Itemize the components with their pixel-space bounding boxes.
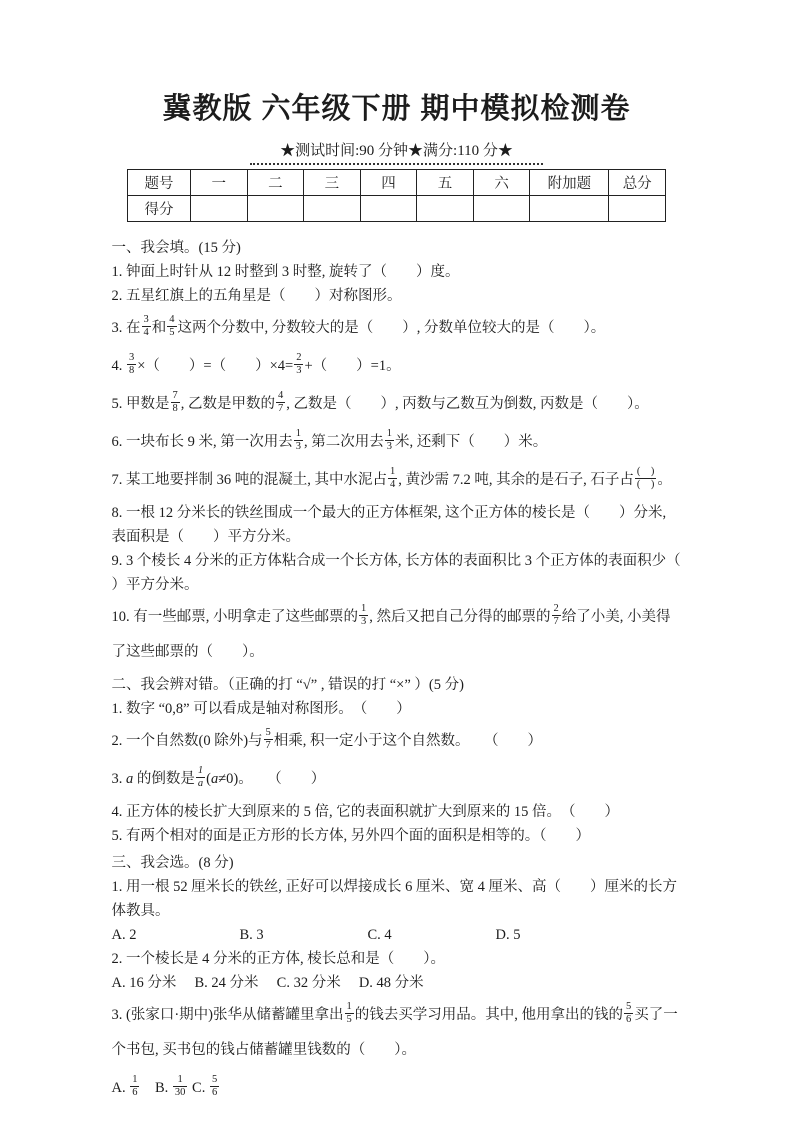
score-cell [417,196,474,222]
text-segment: , 黄沙需 7.2 吨, 其余的是石子, 石子占 [398,472,634,488]
question-line [112,260,682,284]
text-segment: ×（ ）=（ ）×4= [137,358,294,374]
question-line [112,600,682,670]
text-segment: C. [188,1080,209,1096]
score-table-header-cell: 总分 [609,170,666,196]
fraction: $\frac{5}{7}$ [265,727,271,752]
score-table-header-cell: 四 [360,170,417,196]
text-segment: 1. 数字 “0,8” 可以看成是轴对称图形。 （ ） [111,701,411,717]
text-segment: 给了小美, 小美得了这些邮票的（ ）。 [111,609,671,660]
fraction: $\frac{5}{6}$ [626,1001,632,1026]
score-cell [473,196,530,222]
fraction: $\frac{1}{5}$ [346,1001,352,1026]
fraction: $\frac{1}{3}$ [386,428,392,453]
score-table-header-cell: 附加题 [530,170,609,196]
text-segment: C. 4 [367,927,392,943]
text-segment: 10. 有一些邮票, 小明拿走了这些邮票的 [111,609,358,625]
text-segment: 买了一个书包, 买书包的钱占储蓄罐里钱数的（ ）。 [111,1007,678,1058]
fraction: $\frac{3}{4}$ [143,314,149,339]
fraction: $\frac{4}{7}$ [278,390,284,415]
fraction: $\frac{5}{6}$ [211,1074,218,1099]
text-segment: 4. [111,358,126,374]
section [112,673,682,848]
section-header: 一、我会填。(15 分) [111,240,241,256]
section-header: 二、我会辨对错。（正确的打 “√” , 错误的打 “×” ）(5 分) [111,677,464,693]
text-segment: 3. [111,771,126,787]
text-segment: a [126,771,134,787]
text-segment: D. 5 [495,927,521,943]
score-table-header-cell: 五 [417,170,474,196]
fraction: $\frac{1}{6}$ [132,1074,138,1099]
question-line [111,549,710,597]
text-segment: 的倒数是 [133,771,195,787]
text-segment: 9. 3 个棱长 4 分米的正方体粘合成一个长方体, 长方体的表面积比 3 个正方体的表面积少（ ）平方分米。 [111,553,710,593]
fraction: $\frac{( )}{( )}$ [636,466,655,491]
score-table-header-cell: 三 [304,170,361,196]
text-segment: 2. 一个棱长是 4 分米的正方体, 棱长总和是（ ）。 [111,951,445,967]
text-segment: a [210,771,219,787]
text-segment: 7. 某工地要拌制 36 吨的混凝土, 其中水泥占 [111,472,387,488]
question-line [112,387,682,422]
question-line [112,762,682,797]
question-line [112,284,682,308]
question-line [112,724,682,759]
question-line [112,697,682,721]
text-segment: 的钱去买学习用品。其中, 他用拿出的钱的 [354,1007,623,1023]
fraction: $\frac{2}{3}$ [296,352,302,377]
question-line [112,998,682,1068]
fraction: $\frac{4}{5}$ [169,314,175,339]
questions [111,236,710,1106]
section [111,236,710,670]
text-segment: 米, 还剩下（ ）米。 [395,434,548,450]
score-table-header-cell: 一 [191,170,248,196]
fraction: $\frac{1}{3}$ [361,603,367,628]
text-segment: 4. 正方体的棱长扩大到原来的 5 倍, 它的表面积就扩大到原来的 15 倍。 （ ） [111,804,619,820]
score-table-header-cell: 题号 [128,170,191,196]
question-line [112,971,682,995]
question-line [112,501,682,549]
text-segment: 5. 有两个相对的面是正方形的长方体, 另外四个面的面积是相等的。（ ） [111,828,590,844]
question-line [112,349,682,384]
score-table [127,169,666,222]
fraction: $\frac{7}{8}$ [172,390,178,415]
text-segment: 5. 甲数是 [111,396,170,412]
score-row-label: 得分 [128,196,191,222]
text-segment: , 然后又把自己分得的邮票的 [369,609,551,625]
score-cell [247,196,304,222]
text-segment: 8. 一根 12 分米长的铁丝围成一个最大的正方体框架, 这个正方体的棱长是（ ）分米, 表面积是（ ）平方分米。 [111,505,670,545]
score-cell [609,196,666,222]
score-table-score-row [128,196,666,222]
text-segment: ( [206,771,211,787]
question-line [112,923,682,947]
question-line [112,425,682,460]
text-segment: 相乘, 积一定小于这个自然数。 （ ） [273,733,543,749]
text-segment: 。 [657,472,672,488]
score-cell [360,196,417,222]
score-table-header-cell: 六 [473,170,530,196]
page-title: 冀教版 六年级下册 期中模拟检测卷 [162,93,631,125]
score-table-header-row [128,170,666,196]
fraction: $\frac{1}{30}$ [174,1074,186,1099]
score-cell [304,196,361,222]
text-segment: 3. (张家口·期中)张华从储蓄罐里拿出 [111,1007,344,1023]
exam-subtitle: ★测试时间:90 分钟★满分:110 分★ [250,139,543,165]
section-header: 三、我会选。(8 分) [111,855,234,871]
fraction: $\frac{1}{3}$ [295,428,301,453]
score-cell [191,196,248,222]
text-segment: ≠0)。 （ ） [218,771,326,787]
question-line [112,875,682,923]
text-segment: B. [140,1080,172,1096]
text-segment: 这两个分数中, 分数较大的是（ ）, 分数单位较大的是（ ）。 [177,320,606,336]
fraction: $\frac{3}{8}$ [129,352,135,377]
text-segment: 2. 一个自然数(0 除外)与 [111,733,263,749]
text-segment: 2. 五星红旗上的五角星是（ ）对称图形。 [111,288,402,304]
fraction: $\frac{1}{a}$ [197,765,204,790]
question-line [112,463,682,498]
text-segment: , 乙数是甲数的 [180,396,275,412]
text-segment: 和 [151,320,167,336]
score-table-header-cell: 二 [247,170,304,196]
question-line [112,311,682,346]
text-segment: A. 16 分米 B. 24 分米 C. 32 分米 D. 48 分米 [111,975,424,991]
text-segment: +（ ）=1。 [304,358,401,374]
text-segment: 3. 在 [111,320,141,336]
question-line [112,824,682,848]
text-segment: A. 2 [111,927,137,943]
text-segment: , 第二次用去 [304,434,384,450]
text-segment: 1. 钟面上时针从 12 时整到 3 时整, 旋转了（ ）度。 [111,264,460,280]
text-segment: A. [111,1080,130,1096]
section [112,851,682,1106]
question-line [112,947,682,971]
question-line [112,1071,682,1106]
text-segment: , 乙数是（ ）, 丙数与乙数互为倒数, 丙数是（ ）。 [286,396,649,412]
subtitle-wrap [0,139,793,165]
text-segment: 1. 用一根 52 厘米长的铁丝, 正好可以焊接成长 6 厘米、宽 4 厘米、高（ ）厘米的长方体教具。 [111,879,677,919]
text-segment: 6. 一块布长 9 米, 第一次用去 [111,434,293,450]
question-line [112,800,682,824]
text-segment: B. 3 [239,927,264,943]
fraction: $\frac{1}{4}$ [390,466,396,491]
fraction: $\frac{2}{7}$ [553,603,559,628]
score-cell [530,196,609,222]
